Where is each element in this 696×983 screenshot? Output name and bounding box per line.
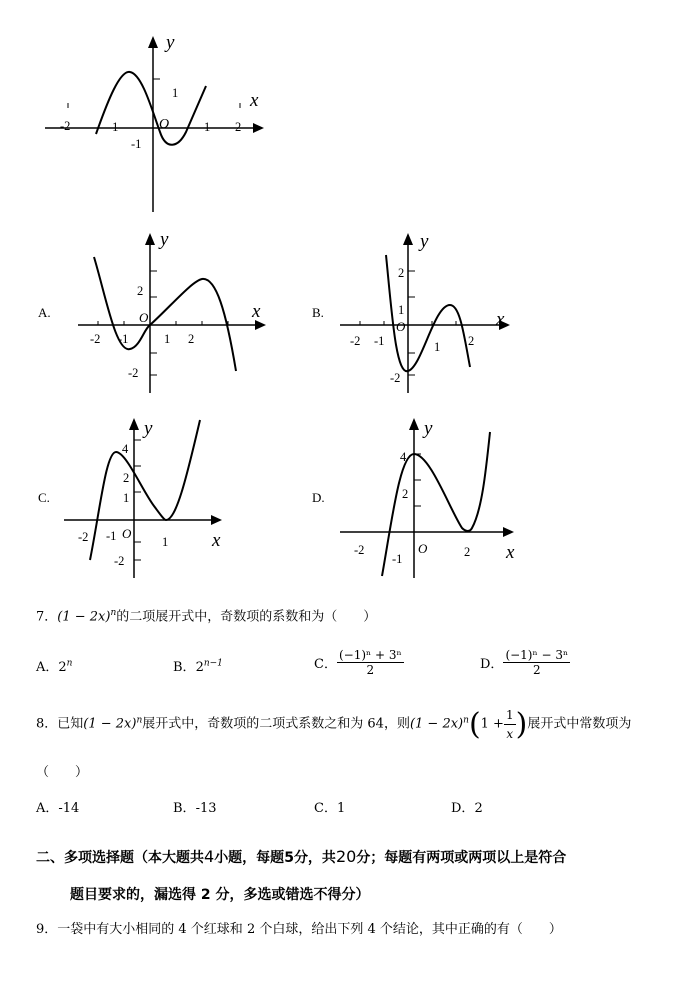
tick: 4 [122, 442, 129, 456]
fraction: $\frac{\text{(−1)ⁿ + 3ⁿ}}{2}$ [338, 648, 402, 677]
option-b-graph [300, 225, 530, 395]
question-9: 9．一袋中有大小相同的 4 个红球和 2 个白球，给出下列 4 个结论，其中正确的有（ ） [36, 922, 562, 937]
tick: -1 [374, 334, 385, 348]
q8-blank: （ ） [36, 765, 89, 780]
svg-text:C.: C. [38, 490, 50, 505]
question-7: 7．$(1 - 2x)^n$的二项展开式中，奇数项的系数和为（ ） [36, 608, 377, 625]
main-graph [0, 0, 696, 220]
tick: 1 [434, 340, 441, 354]
tick: 2 [137, 284, 144, 298]
q7-option-c[interactable]: C． $\frac{\text{(−1)ⁿ + 3ⁿ}}{2}$ [314, 648, 402, 677]
tick: 1 [204, 120, 211, 134]
svg-text:x: x [496, 309, 505, 330]
option-a-curve [94, 257, 236, 371]
tick: -2 [90, 332, 101, 346]
tick: 1 [123, 491, 130, 505]
q7-option-b[interactable]: B．$2^{n-1}$ [173, 658, 223, 675]
option-d-graph [300, 410, 530, 580]
tick: 2 [235, 120, 242, 134]
tick: 2 [123, 471, 130, 485]
tick: 4 [400, 450, 407, 464]
tick: -2 [354, 543, 365, 557]
tick: -1 [108, 120, 119, 134]
tick: 1 [172, 86, 179, 100]
tick: 2 [398, 266, 405, 280]
tick: -1 [392, 552, 403, 566]
q8-option-c[interactable]: C．1 [314, 801, 346, 816]
svg-text:x: x [212, 530, 221, 551]
q8-option-d[interactable]: D．2 [451, 801, 483, 816]
svg-text:D.: D. [312, 490, 325, 505]
tick: -2 [114, 554, 125, 568]
tick: -2 [128, 366, 139, 380]
tick: -2 [390, 371, 401, 385]
svg-text:O: O [122, 526, 132, 541]
tick: 2 [468, 334, 475, 348]
q7-option-d[interactable]: D． $\frac{\text{(−1)ⁿ − 3ⁿ}}{2}$ [480, 648, 569, 677]
svg-text:B.: B. [312, 305, 324, 320]
svg-text:y: y [144, 418, 153, 439]
tick: 2 [464, 545, 471, 559]
main-xlabel: x [250, 90, 259, 111]
svg-text:O: O [139, 310, 149, 325]
tick: -2 [350, 334, 361, 348]
tick: -1 [106, 529, 117, 543]
tick: 1 [398, 303, 405, 317]
tick: 1 [162, 535, 169, 549]
tick: 1 [164, 332, 171, 346]
option-c-graph [30, 410, 260, 580]
svg-text:x: x [252, 301, 261, 322]
q8-option-b[interactable]: B．-13 [173, 801, 217, 816]
tick: -1 [131, 137, 142, 151]
svg-text:y: y [160, 229, 169, 250]
main-origin: O [159, 117, 170, 132]
q8-option-a[interactable]: A．-14 [36, 801, 80, 816]
tick: 2 [402, 487, 409, 501]
q7-option-a[interactable]: A．2$^n$ [36, 658, 73, 675]
question-8: 8．已知$(1 - 2x)^n$展开式中，奇数项的二项式系数之和为 64，则$(1 - 2x)^n(1$ + $\frac{1}{x}$ )展开式中常数项为 [36, 706, 632, 742]
x-arrow [253, 123, 264, 133]
fraction: $\frac{\text{(−1)ⁿ − 3ⁿ}}{2}$ [505, 648, 569, 677]
main-ylabel: y [166, 32, 175, 53]
tick: -2 [78, 530, 89, 544]
svg-text:y: y [420, 231, 429, 252]
section-2-header-line2: 题目要求的，漏选得 2 分，多选或错选不得分） [70, 887, 370, 903]
y-arrow [148, 36, 158, 48]
section-2-header: 二、多项选择题（本大题共4小题，每题5分，共20分；每题有两项或两项以上是符合 [36, 847, 567, 866]
svg-text:O: O [418, 541, 428, 556]
tick: -2 [60, 119, 71, 133]
svg-text:x: x [506, 542, 515, 563]
tick: 2 [188, 332, 195, 346]
option-a-graph [30, 225, 280, 395]
svg-text:y: y [424, 418, 433, 439]
tick: -1 [118, 332, 129, 346]
svg-text:O: O [396, 319, 406, 334]
option-letter: A. [38, 305, 51, 320]
